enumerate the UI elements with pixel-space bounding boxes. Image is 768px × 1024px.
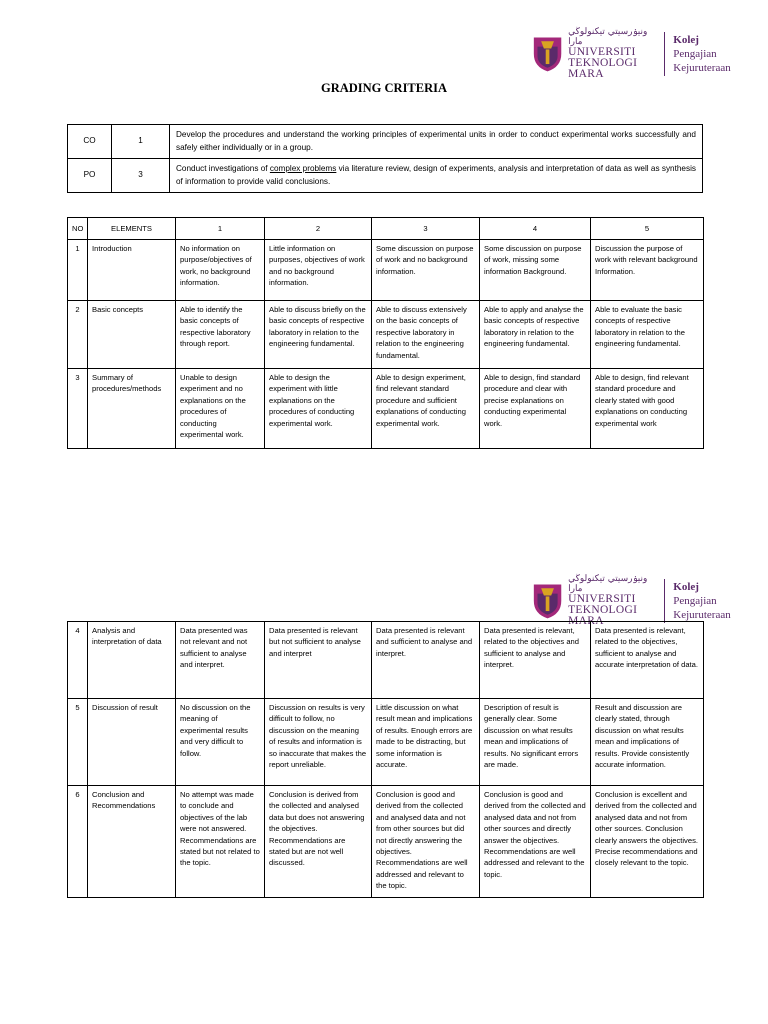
logo-university-line-2: TEKNOLOGI xyxy=(568,57,638,69)
level-5-cell: Able to design, find relevant standard procedure and clearly stated with good explanations on conducting experimental work xyxy=(591,369,704,449)
level-4-cell: Able to apply and analyse the basic concepts of respective laboratory in relation to the engineering fundamental. xyxy=(480,301,591,369)
header-elements: ELEMENTS xyxy=(88,218,176,240)
level-1-cell: Able to identify the basic concepts of respective laboratory through report. xyxy=(176,301,265,369)
outcomes-table xyxy=(67,124,703,193)
logo-college-line-1: Kolej xyxy=(673,580,699,593)
level-3-cell: Able to design experiment, find relevant standard procedure and sufficient explanations of conducting experimental work. xyxy=(372,369,480,449)
logo-arabic-text: ونيۏرسيتي تيكنولوڬي مارا xyxy=(568,574,648,594)
outcome-description: Conduct investigations of complex problems via literature review, design of experiments, analysis and interpretation of data as well as synthesis of information to provide valid conclusions. xyxy=(170,159,703,193)
level-3-cell: Data presented is relevant and sufficient to analyse and interpret. xyxy=(372,622,480,699)
row-element: Basic concepts xyxy=(88,301,176,369)
university-crest-icon xyxy=(532,34,563,74)
level-4-cell: Some discussion on purpose of work, missing some information Background. xyxy=(480,240,591,301)
level-2-cell: Little information on purposes, objectives of work and no background information. xyxy=(265,240,372,301)
level-4-cell: Data presented is relevant, related to the objectives and sufficient to analyse and interpret. xyxy=(480,622,591,699)
level-2-cell: Discussion on results is very difficult to follow, no discussion on the meaning of results and information is so inaccurate that makes the report unreliable. xyxy=(265,699,372,786)
level-3-cell: Some discussion on purpose of work and no background information. xyxy=(372,240,480,301)
row-number: 5 xyxy=(68,699,88,786)
level-2-cell: Able to design the experiment with little explanations on the procedures of conducting experimental work. xyxy=(265,369,372,449)
level-5-cell: Discussion the purpose of work with relevant background Information. xyxy=(591,240,704,301)
logo-university-line-1: UNIVERSITI xyxy=(568,593,636,605)
header-level-5: 5 xyxy=(591,218,704,240)
header-level-2: 2 xyxy=(265,218,372,240)
rubric-row-conclusion xyxy=(68,786,704,898)
level-2-cell: Data presented is relevant but not sufficient to analyse and interpret xyxy=(265,622,372,699)
outcome-code: CO xyxy=(68,125,112,159)
logo-university-line-3: MARA xyxy=(568,615,604,627)
row-element: Introduction xyxy=(88,240,176,301)
row-number: 4 xyxy=(68,622,88,699)
level-4-cell: Able to design, find standard procedure and clear with precise explanations on conducting experimental work. xyxy=(480,369,591,449)
university-logo xyxy=(532,574,768,627)
level-1-cell: No attempt was made to conclude and objectives of the lab were not answered. Recommendations are stated but not related to the topic. xyxy=(176,786,265,898)
level-5-cell: Result and discussion are clearly stated, through discussion on what results mean and implications of results. Provide consistently accurate information. xyxy=(591,699,704,786)
level-4-cell: Description of result is generally clear. Some discussion on what results mean and implications of results. No significant errors are made. xyxy=(480,699,591,786)
level-5-cell: Data presented is relevant, related to the objectives, sufficient to analyse and accurate interpretation of data. xyxy=(591,622,704,699)
rubric-row-discussion xyxy=(68,699,704,786)
rubric-row-introduction xyxy=(68,240,704,301)
logo-divider xyxy=(664,579,665,623)
level-1-cell: Unable to design experiment and no explanations on the procedures of conducting experimental work. xyxy=(176,369,265,449)
logo-university-line-3: MARA xyxy=(568,68,604,80)
level-1-cell: No discussion on the meaning of experimental results and very difficult to follow. xyxy=(176,699,265,786)
row-element: Analysis and interpretation of data xyxy=(88,622,176,699)
level-2-cell: Conclusion is derived from the collected and analysed data but does not answering the objectives. Recommendations are stated but are not well discussed. xyxy=(265,786,372,898)
level-1-cell: No information on purpose/objectives of work, no background information. xyxy=(176,240,265,301)
page-title: GRADING CRITERIA xyxy=(320,81,448,95)
logo-university-line-2: TEKNOLOGI xyxy=(568,604,638,616)
row-element: Summary of procedures/methods xyxy=(88,369,176,449)
row-element: Conclusion and Recommendations xyxy=(88,786,176,898)
rubric-row-summary-procedures xyxy=(68,369,704,449)
level-2-cell: Able to discuss briefly on the basic concepts of respective laboratory in relation to the engineering fundamental. xyxy=(265,301,372,369)
rubric-row-basic-concepts xyxy=(68,301,704,369)
logo-college-line-2: Pengajian Kejuruteraan xyxy=(673,47,731,74)
university-crest-icon xyxy=(532,581,563,621)
outcome-number: 3 xyxy=(112,159,170,193)
rubric-table-page-1 xyxy=(67,217,704,449)
level-3-cell: Little discussion on what result mean and implications of results. Enough errors are made to be distracting, but some information is accurate. xyxy=(372,699,480,786)
header-level-3: 3 xyxy=(372,218,480,240)
logo-college-line-1: Kolej xyxy=(673,33,699,46)
header-no: NO xyxy=(68,218,88,240)
outcome-row-co xyxy=(68,125,703,159)
underlined-term: complex problems xyxy=(269,164,337,173)
logo-arabic-text: ونيۏرسيتي تيكنولوڬي مارا xyxy=(568,27,648,47)
header-level-1: 1 xyxy=(176,218,265,240)
level-5-cell: Able to evaluate the basic concepts of respective laboratory in relation to the engineering fundamental. xyxy=(591,301,704,369)
outcome-row-po xyxy=(68,159,703,193)
logo-college-line-2: Pengajian Kejuruteraan xyxy=(673,594,731,621)
level-3-cell: Conclusion is good and derived from the collected and analysed data and not from other sources but did not directly answering the objectives. Recommendations are well addressed and relevant to the topic. xyxy=(372,786,480,898)
logo-divider xyxy=(664,32,665,76)
row-element: Discussion of result xyxy=(88,699,176,786)
university-logo xyxy=(532,27,768,80)
rubric-table-page-2 xyxy=(67,621,704,898)
level-4-cell: Conclusion is good and derived from the collected and analysed data and not from other sources and directly answer the objectives. Recommendations are well addressed and relevant to the topic. xyxy=(480,786,591,898)
rubric-header-row xyxy=(68,218,704,240)
logo-university-line-1: UNIVERSITI xyxy=(568,46,636,58)
row-number: 2 xyxy=(68,301,88,369)
row-number: 1 xyxy=(68,240,88,301)
level-1-cell: Data presented was not relevant and not sufficient to analyse and interpret. xyxy=(176,622,265,699)
outcome-number: 1 xyxy=(112,125,170,159)
row-number: 3 xyxy=(68,369,88,449)
outcome-code: PO xyxy=(68,159,112,193)
rubric-row-analysis xyxy=(68,622,704,699)
level-3-cell: Able to discuss extensively on the basic concepts of respective laboratory in relation to the engineering fundamental. xyxy=(372,301,480,369)
outcome-description: Develop the procedures and understand the working principles of experimental units in order to conduct experimental works successfully and safely either individually or in a group. xyxy=(170,125,703,159)
header-level-4: 4 xyxy=(480,218,591,240)
level-5-cell: Conclusion is excellent and derived from the collected and analysed data and not from other sources. Conclusion clearly answers the objectives. Precise recommendations and closely relevant to the topic. xyxy=(591,786,704,898)
row-number: 6 xyxy=(68,786,88,898)
